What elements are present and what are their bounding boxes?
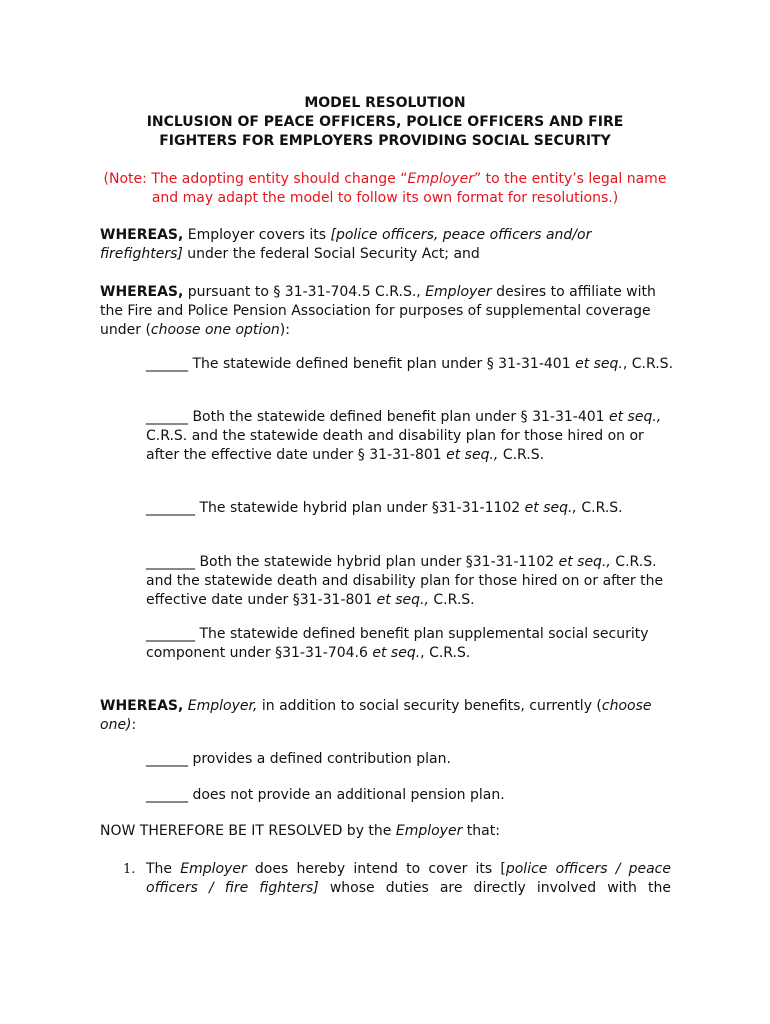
option-blank[interactable]: _______ [146, 554, 195, 570]
whereas-text: under the federal Social Security Act; and [182, 246, 480, 262]
note-text-pre: (Note: The adopting entity should change “ [103, 171, 408, 187]
item-text: The [146, 861, 181, 877]
item-text: whose duties are directly involved with the [318, 880, 671, 896]
whereas-paragraph-2 [100, 283, 675, 340]
whereas-text: desires to affiliate with the Fire and Police Pension Association for purposes of supplemental coverage under ( [100, 284, 656, 338]
whereas-lead: WHEREAS, [100, 284, 184, 300]
whereas-italic: choose one) [100, 698, 652, 733]
option-item [146, 625, 676, 663]
option-italic: et seq., [446, 447, 499, 463]
choice-text: provides a defined contribution plan. [188, 751, 451, 767]
option-blank[interactable]: ______ [146, 409, 188, 425]
option-italic: et seq. [372, 645, 421, 661]
option-text: , C.R.S. [622, 356, 674, 372]
whereas-italic: Employer [425, 284, 492, 300]
option-text: Both the statewide hybrid plan under §31-31-1102 [195, 554, 559, 570]
whereas-paragraph-1 [100, 226, 675, 264]
note-text-post: ” to the entity’s legal name and may adapt the model to follow its own format for resolutions.) [151, 171, 667, 206]
choice-blank[interactable]: ______ [146, 787, 188, 803]
whereas-text: ): [279, 322, 290, 338]
option-italic: et seq., [558, 554, 611, 570]
option-text: C.R.S. [576, 500, 623, 516]
note-emph: Employer [407, 171, 474, 187]
choice-blank[interactable]: ______ [146, 751, 188, 767]
option-text: C.R.S. and the statewide death and disability plan for those hired on or after the effective date under §31-31-801 [146, 554, 664, 608]
item-italic: Employer [180, 861, 247, 877]
option-text: The statewide defined benefit plan supplemental social security component under §31-31-704.6 [146, 626, 649, 661]
resolved-text: that: [462, 823, 500, 839]
whereas-text: in addition to social security benefits, currently ( [257, 698, 602, 714]
whereas-text: pursuant to § 31-31-704.5 C.R.S., [183, 284, 426, 300]
option-item [146, 355, 676, 374]
item-text: does hereby intend to cover its [ [246, 861, 506, 877]
option-text: The statewide defined benefit plan under § 31-31-401 [188, 356, 576, 372]
whereas-italic: choose one option [150, 322, 280, 338]
resolved-text: NOW THEREFORE BE IT RESOLVED by the [100, 823, 396, 839]
option-blank[interactable]: ______ [146, 356, 188, 372]
item-italic: police officers / peace officers / fire fighters] [146, 861, 671, 896]
option-italic: et seq., [608, 409, 662, 425]
whereas-text: : [131, 717, 137, 733]
whereas-italic: [police officers, peace officers and/or firefighters] [100, 227, 592, 262]
option-item [146, 408, 676, 465]
whereas-text: Employer covers its [183, 227, 331, 243]
option-text: The statewide hybrid plan under §31-31-1102 [195, 500, 525, 516]
option-blank[interactable]: _______ [146, 500, 195, 516]
resolved-italic: Employer [395, 823, 463, 839]
adoption-note [100, 170, 670, 208]
resolved-paragraph [100, 822, 675, 841]
option-text: C.R.S. [428, 592, 475, 608]
option-italic: et seq. [575, 356, 623, 372]
option-text: , C.R.S. [420, 645, 471, 661]
option-text: C.R.S. and the statewide death and disability plan for those hired on or after the effective date under § 31-31-801 [146, 428, 644, 463]
document-title [100, 94, 670, 151]
option-text: C.R.S. [498, 447, 545, 463]
choice-item [146, 786, 676, 805]
resolution-item-1 [146, 860, 671, 898]
option-italic: et seq., [376, 592, 429, 608]
whereas-paragraph-3 [100, 697, 675, 735]
choice-item [146, 750, 676, 769]
option-item [146, 553, 676, 610]
choice-text: does not provide an additional pension plan. [188, 787, 505, 803]
whereas-lead: WHEREAS, [100, 227, 184, 243]
option-text: Both the statewide defined benefit plan under § 31-31-401 [188, 409, 609, 425]
item-number: 1. [123, 862, 136, 877]
title-line-1: MODEL RESOLUTION [304, 95, 466, 111]
option-item [146, 499, 676, 518]
whereas-italic: Employer, [187, 698, 258, 714]
title-line-3: FIGHTERS FOR EMPLOYERS PROVIDING SOCIAL SECURITY [159, 133, 611, 149]
option-italic: et seq., [524, 500, 577, 516]
title-line-2: INCLUSION OF PEACE OFFICERS, POLICE OFFICERS AND FIRE [146, 114, 624, 130]
option-blank[interactable]: _______ [146, 626, 195, 642]
whereas-lead: WHEREAS, [100, 698, 184, 714]
